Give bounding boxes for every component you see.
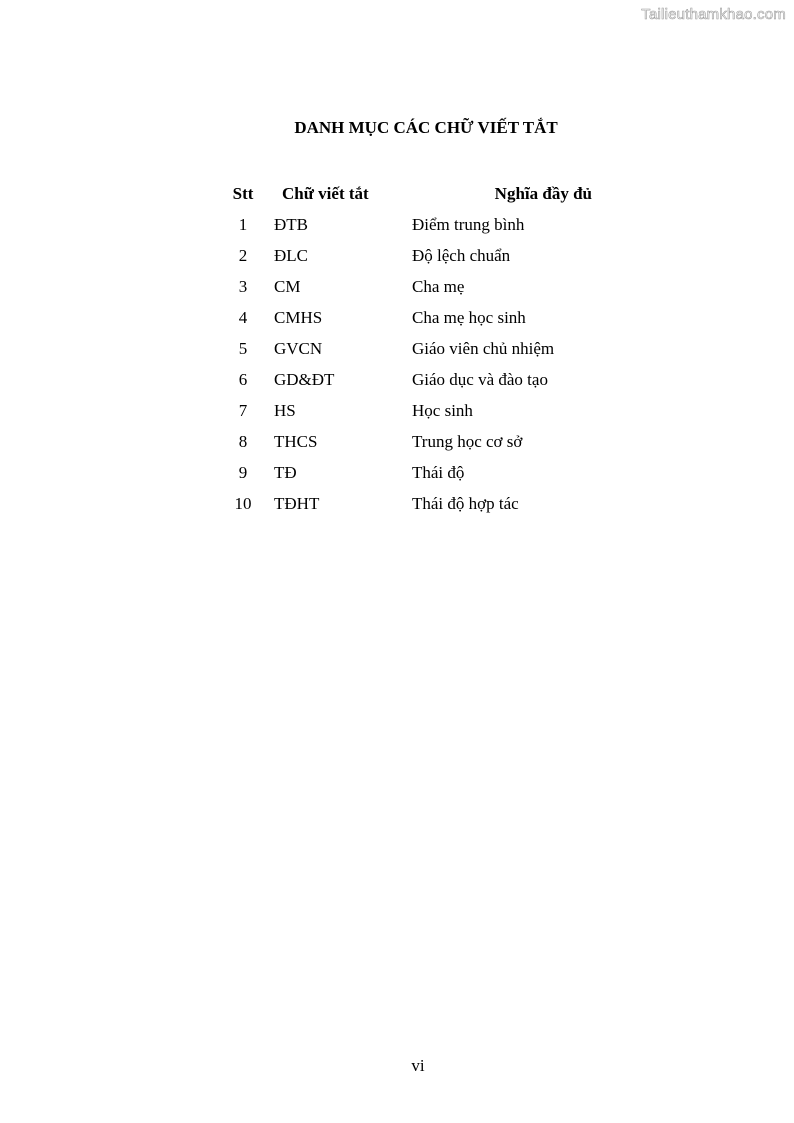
table-row <box>224 457 592 488</box>
row-full-meaning: Học sinh <box>412 400 473 420</box>
row-full-meaning: Điểm trung bình <box>412 214 525 234</box>
row-stt: 5 <box>238 338 248 358</box>
table-row <box>224 302 592 333</box>
row-abbreviation: HS <box>274 400 296 420</box>
watermark: Tailieuthamkhao.com <box>641 6 786 23</box>
table-row <box>224 426 592 457</box>
row-stt: 1 <box>238 214 248 234</box>
row-abbreviation: ĐLC <box>274 245 308 265</box>
row-abbreviation: GVCN <box>274 338 323 358</box>
row-abbreviation: TĐ <box>274 462 297 482</box>
row-stt: 4 <box>238 307 248 327</box>
row-stt: 7 <box>238 400 248 420</box>
table-row <box>224 209 592 240</box>
row-abbreviation: CM <box>274 276 301 296</box>
table-row <box>224 240 592 271</box>
table-row <box>224 395 592 426</box>
row-full-meaning: Thái độ <box>412 462 465 482</box>
row-stt: 2 <box>238 245 248 265</box>
row-full-meaning: Cha mẹ học sinh <box>412 307 526 327</box>
header-full-meaning: Nghĩa đầy đủ <box>494 183 592 203</box>
table-row <box>224 488 592 519</box>
row-full-meaning: Giáo dục và đào tạo <box>412 369 548 389</box>
page-title: DANH MỤC CÁC CHỮ VIẾT TẮT <box>294 118 558 137</box>
row-abbreviation: GD&ĐT <box>274 369 335 389</box>
row-stt: 9 <box>238 462 248 482</box>
table-header-row <box>224 178 592 209</box>
row-stt: 6 <box>238 369 248 389</box>
table-row <box>224 271 592 302</box>
row-full-meaning: Độ lệch chuẩn <box>412 245 511 265</box>
row-full-meaning: Trung học cơ sở <box>412 431 523 451</box>
row-stt: 3 <box>238 276 248 296</box>
row-abbreviation: THCS <box>274 431 318 451</box>
row-full-meaning: Thái độ hợp tác <box>412 493 519 513</box>
row-abbreviation: ĐTB <box>274 214 308 234</box>
row-abbreviation: CMHS <box>274 307 323 327</box>
header-abbreviation: Chữ viết tắt <box>282 183 369 203</box>
row-full-meaning: Giáo viên chủ nhiệm <box>412 338 555 358</box>
abbreviation-table <box>224 178 592 519</box>
row-full-meaning: Cha mẹ <box>412 276 465 296</box>
row-stt: 8 <box>238 431 248 451</box>
row-stt: 10 <box>234 493 252 513</box>
table-row <box>224 333 592 364</box>
header-stt: Stt <box>232 183 254 203</box>
row-abbreviation: TĐHT <box>274 493 320 513</box>
page-number: vi <box>411 1056 425 1075</box>
table-row <box>224 364 592 395</box>
